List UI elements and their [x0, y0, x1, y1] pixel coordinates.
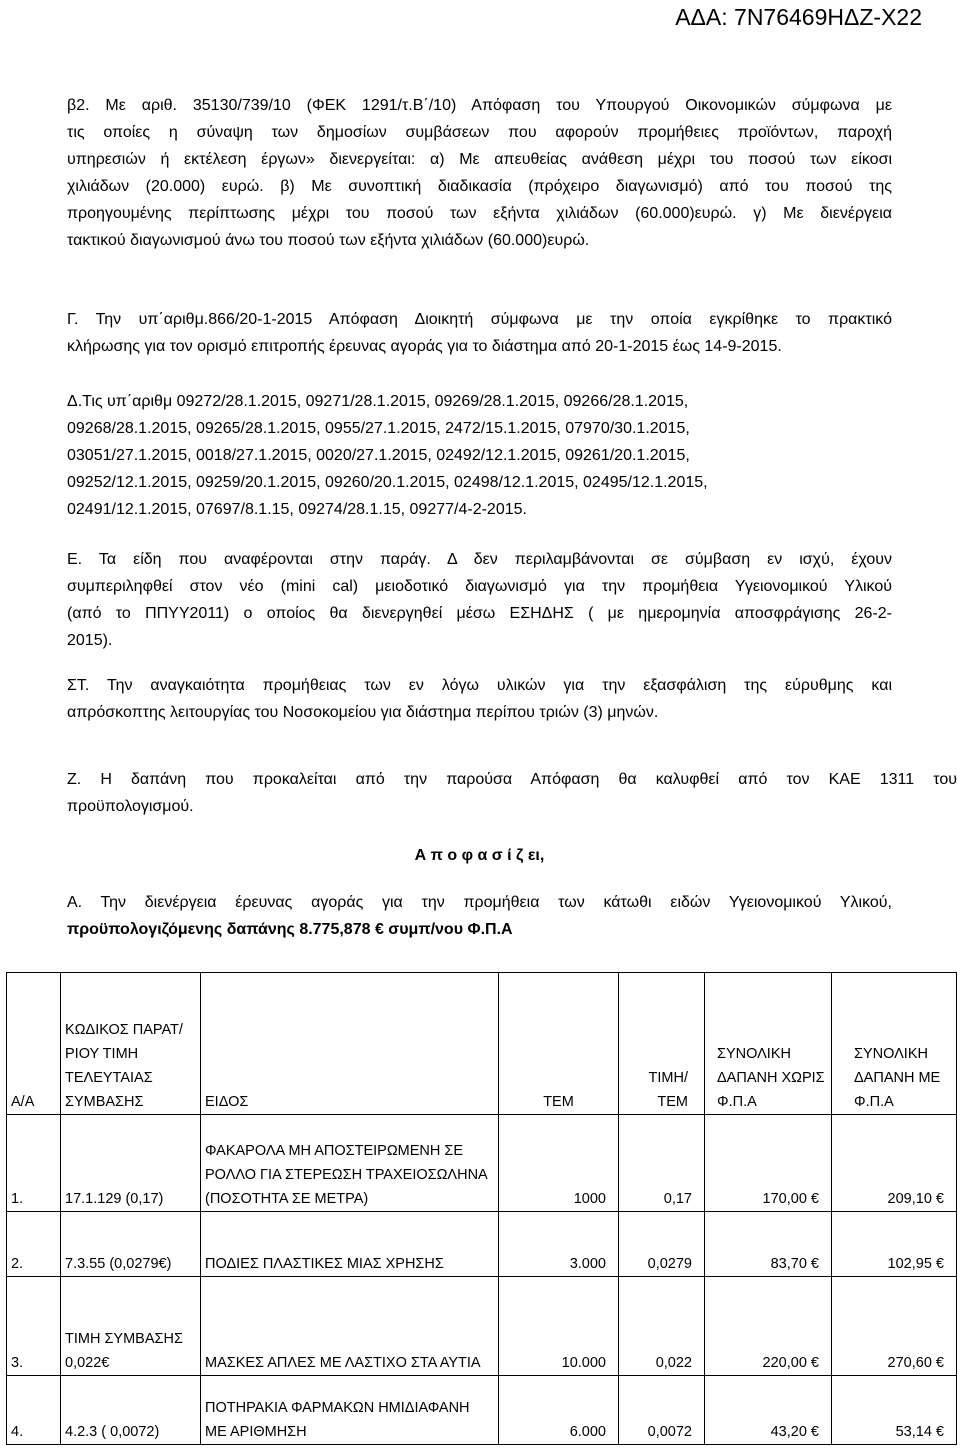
paragraph-line: Γ. Την υπ΄αριθμ.866/20-1-2015 Απόφαση Διοικητή σύμφωνα με την οποία εγκρίθηκε το πρακτικό: [67, 311, 892, 328]
paragraph-line: Ε. Τα είδη που αναφέρονται στην παράγ. Δ δεν περιλαμβάνονται σε σύμβαση εν ισχύ, έχουν: [67, 551, 892, 568]
paragraph-line: 02491/12.1.2015, 07697/8.1.15, 09274/28.1.15, 09277/4-2-2015.: [67, 501, 527, 518]
paragraph-line: β2. Με αριθ. 35130/739/10 (ΦΕΚ 1291/τ.Β΄/10) Απόφαση του Υπουργού Οικονομικών σύμφωνα με: [67, 97, 892, 114]
cell-total-no-vat: 83,70 €: [705, 1212, 832, 1277]
header-qty: ΤΕΜ: [499, 973, 619, 1115]
header-unit-price: ΤΙΜΗ/ΤΕΜ: [619, 973, 705, 1115]
cell-item: ΠΟΔΙΕΣ ΠΛΑΣΤΙΚΕΣ ΜΙΑΣ ΧΡΗΣΗΣ: [201, 1212, 499, 1277]
paragraph-b2: [67, 92, 892, 254]
paragraph-line: απρόσκοπτης λειτουργίας του Νοσοκομείου για διάστημα περίπου τριών (3) μηνών.: [67, 704, 659, 721]
paragraph-line: 09252/12.1.2015, 09259/20.1.2015, 09260/20.1.2015, 02498/12.1.2015, 02495/12.1.2015,: [67, 474, 708, 491]
paragraph-line: προηγουμένης περίπτωσης μέχρι του ποσού των εξήντα χιλιάδων (60.000)ευρώ. γ) Με διενέργεια: [67, 205, 892, 222]
paragraph-line: Δ.Τις υπ΄αριθμ 09272/28.1.2015, 09271/28.1.2015, 09269/28.1.2015, 09266/28.1.2015,: [67, 393, 689, 410]
table-row: [7, 1115, 957, 1212]
paragraph-line: τακτικού διαγωνισμού άνω του ποσού των εξήντα χιλιάδων (60.000)ευρώ.: [67, 232, 590, 249]
paragraph-line: τις οποίες η σύναψη των δημοσίων συμβάσεων που αφορούν προμήθειες προϊόντων, παροχή: [67, 124, 892, 141]
items-table: [6, 972, 957, 1445]
paragraph-line: χιλιάδων (20.000) ευρώ. β) Με συνοπτική διαδικασία (πρόχειρο διαγωνισμό) από του ποσού της: [67, 178, 892, 195]
header-item: ΕΙΔΟΣ: [201, 973, 499, 1115]
table-row: [7, 1376, 957, 1445]
decision-heading: Α π ο φ α σ ί ζ ει,: [414, 847, 545, 864]
paragraph-line: προϋπολογισμού.: [67, 798, 194, 815]
table-row: [7, 1212, 957, 1277]
cell-qty: 3.000: [499, 1212, 619, 1277]
cell-unit-price: 0,0279: [619, 1212, 705, 1277]
header-total-no-vat: ΣΥΝΟΛΙΚΗ ΔΑΠΑΝΗ ΧΩΡΙΣ Φ.Π.Α: [705, 973, 832, 1115]
cell-total-no-vat: 170,00 €: [705, 1115, 832, 1212]
table-row: [7, 1277, 957, 1376]
paragraph-line: ΣΤ. Την αναγκαιότητα προμήθειας των εν λόγω υλικών για την εξασφάλιση της εύρυθμης και: [67, 677, 892, 694]
cell-total-vat: 53,14 €: [832, 1376, 957, 1445]
cell-aa: 3.: [7, 1277, 61, 1376]
paragraph-e: [67, 546, 892, 654]
cell-aa: 2.: [7, 1212, 61, 1277]
ada-code: ΑΔΑ: 7Ν76469ΗΔΖ-Χ22: [675, 4, 922, 30]
header-total-vat: ΣΥΝΟΛΙΚΗ ΔΑΠΑΝΗ ΜΕ Φ.Π.Α: [832, 973, 957, 1115]
paragraph-line: υπηρεσιών ή εκτέλεση έργων» διενεργείται: α) Με απευθείας ανάθεση μέχρι του ποσού των είκοσι: [67, 151, 892, 168]
cell-aa: 1.: [7, 1115, 61, 1212]
cell-total-vat: 102,95 €: [832, 1212, 957, 1277]
cell-code: 4.2.3 ( 0,0072): [61, 1376, 201, 1445]
cell-item: ΠΟΤΗΡΑΚΙΑ ΦΑΡΜΑΚΩΝ ΗΜΙΔΙΑΦΑΝΗ ΜΕ ΑΡΙΘΜΗΣΗ: [201, 1376, 499, 1445]
budget-line: [67, 916, 892, 943]
cell-item: ΦΑΚΑΡΟΛΑ ΜΗ ΑΠΟΣΤΕΙΡΩΜΕΝΗ ΣΕ ΡΟΛΛΟ ΓΙΑ ΣΤΕΡΕΩΣΗ ΤΡΑΧΕΙΟΣΩΛΗΝΑ (ΠΟΣΟΤΗΤΑ ΣΕ ΜΕΤΡΑ): [201, 1115, 499, 1212]
paragraph-a: [67, 889, 892, 943]
table-header-row: [7, 973, 957, 1115]
paragraph-d: [67, 388, 892, 523]
paragraph-line: συμπεριληφθεί στον νέο (mini cal) μειοδοτικό διαγωνισμό για την προμήθεια Υγειονομικού Υλικού: [67, 578, 892, 595]
cell-total-no-vat: 220,00 €: [705, 1277, 832, 1376]
cell-unit-price: 0,17: [619, 1115, 705, 1212]
paragraph-line: Α. Την διενέργεια έρευνας αγοράς για την προμήθεια των κάτωθι ειδών Υγειονομικού Υλικού,: [67, 894, 892, 911]
cell-qty: 6.000: [499, 1376, 619, 1445]
header-code: ΚΩΔΙΚΟΣ ΠΑΡΑΤ/ΡΙΟΥ ΤΙΜΗ ΤΕΛΕΥΤΑΙΑΣ ΣΥΜΒΑΣΗΣ: [61, 973, 201, 1115]
paragraph-line: 2015).: [67, 632, 113, 649]
paragraph-g: [67, 306, 892, 360]
paragraph-line: 09268/28.1.2015, 09265/28.1.2015, 0955/27.1.2015, 2472/15.1.2015, 07970/30.1.2015,: [67, 420, 690, 437]
cell-item: ΜΑΣΚΕΣ ΑΠΛΕΣ ΜΕ ΛΑΣΤΙΧΟ ΣΤΑ ΑΥΤΙΑ: [201, 1277, 499, 1376]
paragraph-line: 03051/27.1.2015, 0018/27.1.2015, 0020/27.1.2015, 02492/12.1.2015, 09261/20.1.2015,: [67, 447, 690, 464]
paragraph-st: [67, 672, 892, 726]
paragraph-z: [67, 766, 957, 820]
paragraph-line: (από το ΠΠΥΥ2011) ο οποίος θα διενεργηθεί μέσω ΕΣΗΔΗΣ ( με ημερομηνία αποσφράγισης 26-2-: [67, 605, 892, 622]
cell-unit-price: 0,022: [619, 1277, 705, 1376]
cell-total-vat: 270,60 €: [832, 1277, 957, 1376]
cell-qty: 10.000: [499, 1277, 619, 1376]
paragraph-line: κλήρωσης για τον ορισμό επιτροπής έρευνας αγοράς για το διάστημα από 20-1-2015 έως 14-9-2015.: [67, 338, 782, 355]
header-aa: Α/Α: [7, 973, 61, 1115]
cell-aa: 4.: [7, 1376, 61, 1445]
cell-code: ΤΙΜΗ ΣΥΜΒΑΣΗΣ 0,022€: [61, 1277, 201, 1376]
cell-total-no-vat: 43,20 €: [705, 1376, 832, 1445]
cell-unit-price: 0,0072: [619, 1376, 705, 1445]
cell-code: 17.1.129 (0,17): [61, 1115, 201, 1212]
cell-total-vat: 209,10 €: [832, 1115, 957, 1212]
budget-amount: 8.775,878 € συμπ/νου Φ.Π.Α: [299, 921, 513, 938]
cell-qty: 1000: [499, 1115, 619, 1212]
budget-label: προϋπολογιζόμενης δαπάνης: [67, 921, 300, 938]
cell-code: 7.3.55 (0,0279€): [61, 1212, 201, 1277]
paragraph-line: Ζ. Η δαπάνη που προκαλείται από την παρούσα Απόφαση θα καλυφθεί από τον ΚΑΕ 1311 του: [67, 771, 957, 788]
